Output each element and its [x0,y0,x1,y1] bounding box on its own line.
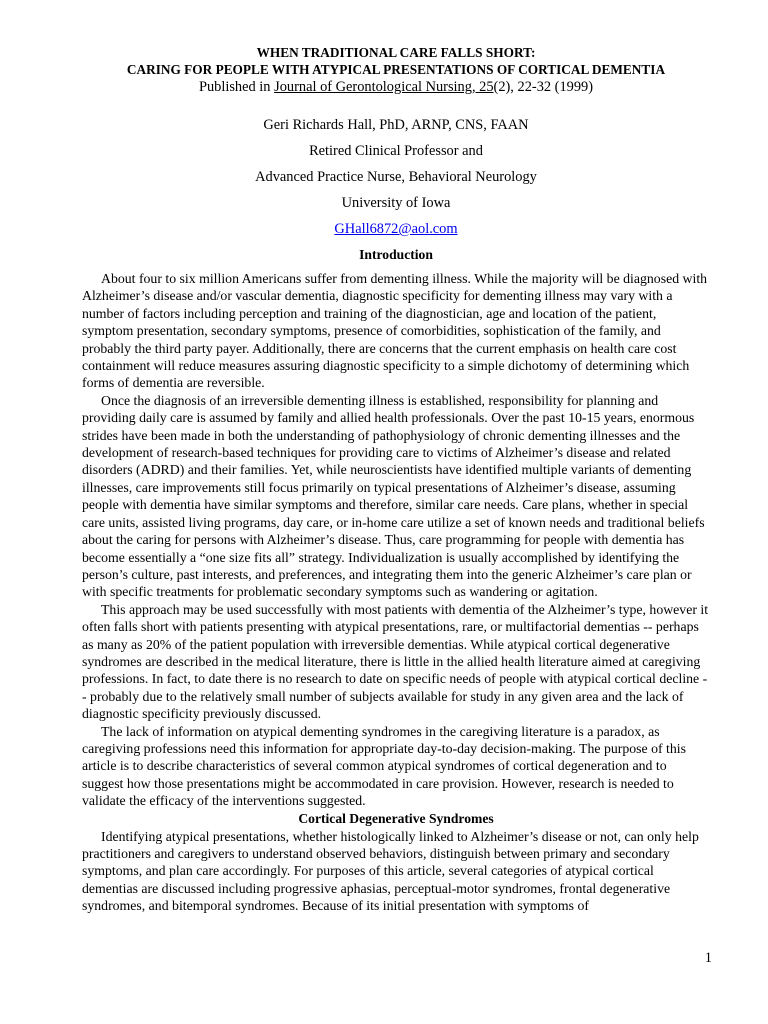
section-heading-cortical: Cortical Degenerative Syndromes [298,810,494,826]
author-affiliation: University of Iowa [341,195,451,211]
journal-name: Journal of Gerontological Nursing, 25 [274,79,494,95]
author-title-2: Advanced Practice Nurse, Behavioral Neurology [255,169,537,185]
document-page [82,44,710,915]
paragraph-2: Once the diagnosis of an irreversible dementing illness is established, responsibility for planning and providing daily care is assumed by family and allied health professionals. Over the past 10-15 years, enormous strides have been made in both the understanding of pathophysiology of chronic dementing illnesses and the development of research-based techniques for providing care to victims of Alzheimer’s disease and related disorders (ADRD) and their families. Yet, while neuroscientists have identified multiple variants of dementing illnesses, care improvements still focus primarily on typical presentations of Alzheimer’s disease, assuming people with dementia have similar symptoms and therefore, similar care needs. Care plans, whether in special care units, assisted living programs, day care, or in-home care utilize a set of known needs and traditional beliefs about the caring for persons with Alzheimer’s disease. Thus, care programming for people with dementia has become essentially a “one size fits all” strategy. Individualization is usually accomplished by identifying the person’s culture, past interests, and preferences, and integrating them into the generic Alzheimer’s care plan or with specific treatments for problematic secondary symptoms such as wandering or agitation. [82,392,705,600]
paragraph-4: The lack of information on atypical dementing syndromes in the caregiving literature is a paradox, as caregiving professions need this information for appropriate day-to-day decision-making. The purpose of this article is to describe characteristics of several common atypical syndromes of cortical degeneration and to suggest how those presentations might be accommodated in care provision. However, research is needed to validate the efficacy of the interventions suggested. [82,723,686,809]
title-line-1: WHEN TRADITIONAL CARE FALLS SHORT: [256,45,536,60]
paragraph-1: About four to six million Americans suffer from dementing illness. While the majority will be diagnosed with Alzheimer’s disease and/or vascular dementia, diagnostic specificity for dementing illness may vary with a number of factors including perception and training of the diagnostician, age and location of the patient, symptom presentation, secondary symptoms, presence of comorbidities, sophistication of the family, and probably the third party payer. Additionally, there are concerns that the current emphasis on health care cost containment will reduce measures assuring diagnostic specificity to a simple dichotomy of determining which forms of dementia are reversible. [82,271,708,391]
author-email-link[interactable]: GHall6872@aol.com [334,221,458,237]
pub-suffix: (2), 22-32 (1999) [493,79,594,95]
author-title-1: Retired Clinical Professor and [309,143,483,159]
publication-line [82,78,710,96]
title-line-2: CARING FOR PEOPLE WITH ATYPICAL PRESENTATIONS OF CORTICAL DEMENTIA [126,62,666,77]
paragraph-5: Identifying atypical presentations, whether histologically linked to Alzheimer’s disease or not, can only help practitioners and caregivers to understand observed behaviors, distinguish between primary and secondary symptoms, and plan care accordingly. For purposes of this article, several categories of atypical cortical dementias are discussed including progressive aphasias, perceptual-motor syndromes, frontal degenerative syndromes, and bitemporal syndromes. Because of its initial presentation with symptoms of [82,828,699,914]
section-heading-introduction: Introduction [359,247,433,262]
author-name: Geri Richards Hall, PhD, ARNP, CNS, FAAN [263,117,529,133]
page-number: 1 [704,950,712,966]
pub-prefix: Published in [198,79,275,95]
paragraph-3: This approach may be used successfully with most patients with dementia of the Alzheimer’s type, however it often falls short with patients presenting with atypical presentations, rare, or multifactorial dementias -- perhaps as many as 20% of the patient population with irreversible dementias. While atypical cortical degenerative syndromes are described in the medical literature, there is little in the allied health literature aimed at caregiving professions. In fact, to date there is no research to date on specific needs of people with atypical cortical decline -- probably due to the relatively small number of subjects available for study in any given area and the lack of diagnostic specificity previously discussed. [82,601,709,722]
